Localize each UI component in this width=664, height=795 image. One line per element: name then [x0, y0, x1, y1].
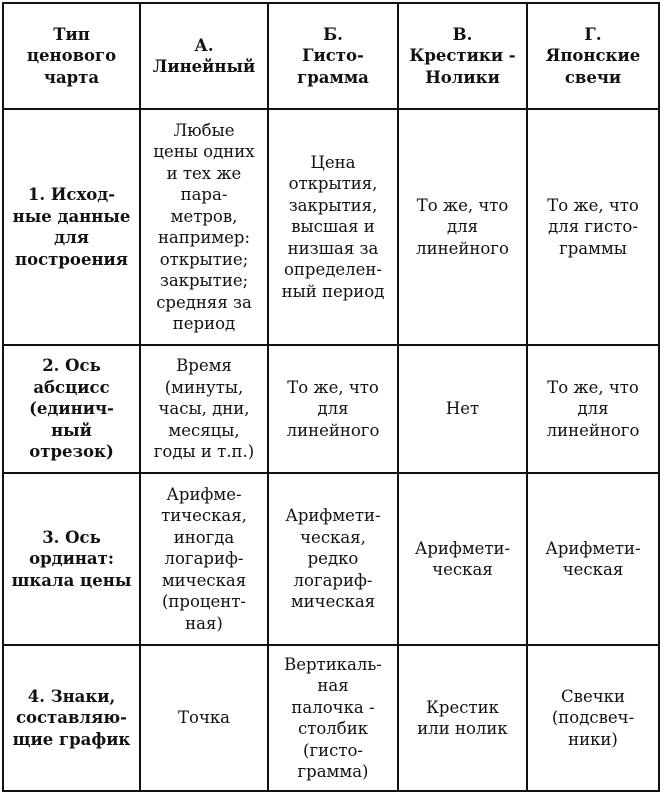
- table-row: [3, 645, 659, 791]
- table-cell: Свечки (подсвеч- ники): [527, 645, 659, 791]
- header-histogram: Б. Гисто- грамма: [268, 3, 398, 109]
- header-chart-type: Тип ценового чарта: [3, 3, 140, 109]
- table-cell: Арифмети- ческая: [398, 473, 527, 645]
- table-cell: Крестик или нолик: [398, 645, 527, 791]
- row-label: 3. Ось ординат: шкала цены: [3, 473, 140, 645]
- table-cell: Нет: [398, 345, 527, 473]
- table-row: [3, 109, 659, 345]
- table-row: [3, 473, 659, 645]
- header-candlesticks: Г. Японские свечи: [527, 3, 659, 109]
- table-cell: Арифмети- ческая, редко логариф- мическая: [268, 473, 398, 645]
- row-label: 1. Исход- ные данные для построения: [3, 109, 140, 345]
- row-label: 4. Знаки, составляю- щие график: [3, 645, 140, 791]
- price-chart-types-table: [2, 2, 660, 792]
- table-row: [3, 345, 659, 473]
- table-cell: Арифме- тическая, иногда логариф- мическая (процент- ная): [140, 473, 268, 645]
- table-cell: Время (минуты, часы, дни, месяцы, годы и т.п.): [140, 345, 268, 473]
- table-cell: Любые цены одних и тех же пара- метров, например: открытие; закрытие; средняя за период: [140, 109, 268, 345]
- table-cell: Цена открытия, закрытия, высшая и низшая за определен- ный период: [268, 109, 398, 345]
- header-linear: А. Линейный: [140, 3, 268, 109]
- table-cell: То же, что для линейного: [398, 109, 527, 345]
- table-cell: То же, что для гисто- граммы: [527, 109, 659, 345]
- table-cell: То же, что для линейного: [527, 345, 659, 473]
- table-cell: Точка: [140, 645, 268, 791]
- row-label: 2. Ось абсцисс (единич- ный отрезок): [3, 345, 140, 473]
- table-header-row: [3, 3, 659, 109]
- table-cell: Вертикаль- ная палочка - столбик (гисто- грамма): [268, 645, 398, 791]
- table-cell: Арифмети- ческая: [527, 473, 659, 645]
- table-cell: То же, что для линейного: [268, 345, 398, 473]
- header-point-figure: В. Крестики - Нолики: [398, 3, 527, 109]
